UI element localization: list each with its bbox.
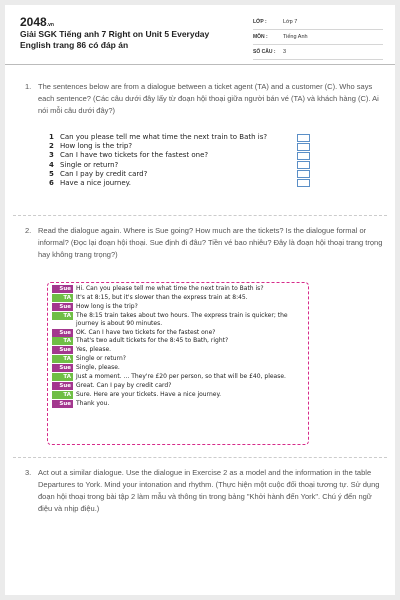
- meta-label: SỐ CÂU :: [253, 49, 276, 55]
- dialogue-text: Single, please.: [76, 364, 120, 372]
- meta-label: MÔN :: [253, 34, 268, 40]
- question-number: 2.: [25, 226, 32, 235]
- speaker-tag: Sue: [52, 285, 73, 293]
- meta-row-class: [253, 15, 383, 30]
- dialogue-line: [52, 355, 304, 363]
- sentence-list: [49, 133, 307, 188]
- answer-box[interactable]: [297, 161, 310, 169]
- dialogue-line: [52, 400, 304, 408]
- speaker-tag: TA: [52, 337, 73, 345]
- question-number: 1.: [25, 82, 32, 91]
- answer-box[interactable]: [297, 170, 310, 178]
- list-item: 5 Can I pay by credit card?: [49, 170, 307, 179]
- dialogue-box: [47, 282, 309, 445]
- document-page: [5, 5, 395, 595]
- dialogue-line: [52, 346, 304, 354]
- speaker-tag: Sue: [52, 400, 73, 408]
- speaker-tag: Sue: [52, 303, 73, 311]
- list-item: 4 Single or return?: [49, 161, 307, 170]
- speaker-tag: TA: [52, 312, 73, 320]
- dialogue-line: [52, 294, 304, 302]
- dialogue-line: [52, 382, 304, 390]
- dialogue-line: [52, 373, 304, 381]
- answer-box[interactable]: [297, 143, 310, 151]
- dialogue-line: [52, 285, 304, 293]
- meta-row-count: [253, 45, 383, 60]
- section-divider: [13, 457, 387, 458]
- meta-label: LỚP :: [253, 19, 267, 25]
- speaker-tag: Sue: [52, 329, 73, 337]
- dialogue-text: Just a moment. ... They're £20 per person, so that will be £40, please.: [76, 373, 286, 381]
- doc-header: [5, 5, 395, 65]
- question-text: Read the dialogue again. Where is Sue going? How much are the tickets? Is the dialogue formal or informal? (Đọc lại đoạn hội thoại. Sue định đi đâu? Tiền vé bao nhiêu? Đây là đoạn hội thoại trang trọng hay không trang trọng?): [38, 226, 383, 259]
- dialogue-text: Yes, please.: [76, 346, 112, 354]
- dialogue-text: It's at 8:15, but it's slower than the express train at 8:45.: [76, 293, 248, 301]
- speaker-tag: TA: [52, 373, 73, 381]
- question-number: 3.: [25, 468, 32, 477]
- doc-title: Giải SGK Tiếng anh 7 Right on Unit 5 Everyday English trang 86 có đáp án: [20, 29, 210, 50]
- dialogue-text: Sure. Here are your tickets. Have a nice journey.: [76, 390, 222, 398]
- dialogue-line: [52, 312, 304, 328]
- dialogue-line: [52, 337, 304, 345]
- dialogue-line: [52, 329, 304, 337]
- list-item: 1 Can you please tell me what time the next train to Bath is?: [49, 133, 307, 142]
- answer-box[interactable]: [297, 152, 310, 160]
- meta-value: 3: [283, 49, 287, 55]
- meta-value: Lớp 7: [283, 19, 298, 25]
- meta-row-subject: [253, 30, 383, 45]
- speaker-tag: Sue: [52, 364, 73, 372]
- dialogue-text: That's two adult tickets for the 8:45 to Bath, right?: [76, 337, 229, 345]
- dialogue-line: [52, 391, 304, 399]
- dialogue-line: [52, 303, 304, 311]
- question-text: Act out a similar dialogue. Use the dialogue in Exercise 2 as a model and the information in the table Departures to York. Mind your intonation and rhythm. (Thực hiện một cuộc đối thoại tương tự. Sử dụng đoạn hội thoại trong bài tập 2 làm mẫu và thông tin trong bảng "Khởi hành đến York". Chú ý đến ngữ điệu và nhịp điệu.): [38, 468, 380, 513]
- question-1: [25, 81, 385, 117]
- question-text: The sentences below are from a dialogue between a ticket agent (TA) and a customer (C). Who says each sentence? (Các câu dưới đây lấy từ đoạn hội thoại giữa người bán vé (TA) và khách hàng (C). Ai nói mỗi câu dưới đây?): [38, 82, 379, 115]
- section-divider: [13, 215, 387, 216]
- list-item: 2 How long is the trip?: [49, 142, 307, 151]
- speaker-tag: Sue: [52, 346, 73, 354]
- dialogue-text: Great. Can I pay by credit card?: [76, 381, 172, 389]
- speaker-tag: Sue: [52, 382, 73, 390]
- list-item: 3 Can I have two tickets for the fastest one?: [49, 151, 307, 160]
- dialogue-text: Thank you.: [76, 399, 110, 407]
- dialogue-text: Single or return?: [76, 355, 126, 363]
- dialogue-text: The 8:15 train takes about two hours. The express train is quicker; the journey is about 90 minutes.: [76, 311, 288, 327]
- speaker-tag: TA: [52, 355, 73, 363]
- answer-box[interactable]: [297, 134, 310, 142]
- meta-value: Tiếng Anh: [283, 34, 308, 40]
- question-3: [25, 467, 385, 515]
- speaker-tag: TA: [52, 294, 73, 302]
- dialogue-text: How long is the trip?: [76, 302, 138, 310]
- dialogue-text: Hi. Can you please tell me what time the next train to Bath is?: [76, 285, 264, 292]
- speaker-tag: TA: [52, 391, 73, 399]
- answer-box[interactable]: [297, 179, 310, 187]
- meta-table: [253, 15, 383, 60]
- dialogue-line: [52, 364, 304, 372]
- list-item: 6 Have a nice journey.: [49, 179, 307, 188]
- site-logo[interactable]: 2048.vn: [20, 15, 54, 29]
- dialogue-text: OK. Can I have two tickets for the fastest one?: [76, 328, 216, 336]
- question-2: [25, 225, 385, 261]
